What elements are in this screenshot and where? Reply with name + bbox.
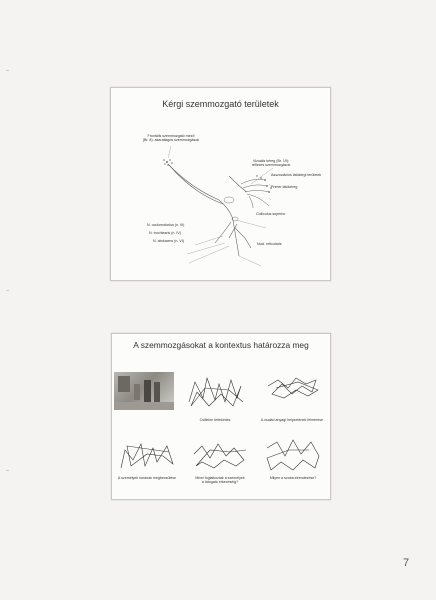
scanpath-thumbnail bbox=[190, 436, 250, 474]
slide-context-eye-movements bbox=[111, 333, 331, 500]
label-visual-line1: Vizuális kéreg (Br. 19): bbox=[252, 159, 290, 163]
label-nucl-reticularis: Nucl. reticularis bbox=[257, 242, 282, 246]
caption-activity bbox=[185, 476, 255, 484]
caption-material-situation: A család anyagi helyzetének felmérése bbox=[260, 418, 324, 422]
caption-free-viewing: Csillelen feltekintés bbox=[199, 418, 231, 422]
scanpath-room-layout bbox=[263, 436, 323, 474]
label-colliculus-superior: Colliculus superior bbox=[256, 212, 286, 216]
scanpath-thumbnail bbox=[263, 436, 323, 474]
margin-mark bbox=[6, 470, 9, 471]
caption-room-layout: Milyen a szoba elrendezése? bbox=[269, 476, 317, 480]
painting-figures bbox=[114, 372, 174, 410]
slide-title: Kérgi szemmozgató területek bbox=[162, 99, 279, 109]
scanpath-thumbnail bbox=[117, 436, 177, 474]
caption-activity-line2: a látogató érkezéséig? bbox=[201, 480, 239, 484]
label-frontal-line2: (Br. 8): akaratlagos szemmozgások bbox=[142, 138, 200, 142]
painting-thumbnail bbox=[114, 372, 174, 410]
label-primary-visual-cortex: Primer látókéreg bbox=[271, 185, 298, 189]
label-frontal-eye-field bbox=[141, 134, 201, 142]
scanpath-activity bbox=[190, 436, 250, 474]
label-association-cortex: Asszociációs látókérgi területek bbox=[271, 173, 322, 177]
label-visual-line2: reflexes szemmozgások bbox=[251, 163, 291, 167]
scanpath-thumbnail bbox=[262, 372, 322, 410]
label-n-oculomotorius: N. oculomotorius (n. III) bbox=[147, 223, 185, 227]
page-number: 7 bbox=[403, 557, 410, 569]
caption-ages: A személyek korának megbecsülése bbox=[117, 476, 177, 480]
slide-title: A szemmozgásokat a kontextus határozza meg bbox=[133, 340, 309, 350]
slide-eye-movement-cortex bbox=[110, 87, 331, 281]
margin-mark bbox=[6, 290, 9, 291]
scanpath-free-viewing bbox=[185, 372, 245, 410]
brain-pathway-diagram bbox=[111, 88, 330, 280]
scanpath-thumbnail bbox=[185, 372, 245, 410]
scanpath-material-situation bbox=[262, 372, 322, 410]
margin-mark bbox=[6, 70, 9, 71]
label-n-trochlearis: N. trochlearis (n. IV) bbox=[149, 231, 181, 235]
scanpath-ages bbox=[117, 436, 177, 474]
label-visual-cortex bbox=[241, 159, 301, 167]
label-n-abducens: N. abducens (n. VI) bbox=[153, 239, 184, 243]
label-frontal-line1: Frontális szemmozgató mező bbox=[147, 134, 195, 138]
caption-activity-line1: Mivel foglalkoztak a személyek bbox=[195, 476, 245, 480]
